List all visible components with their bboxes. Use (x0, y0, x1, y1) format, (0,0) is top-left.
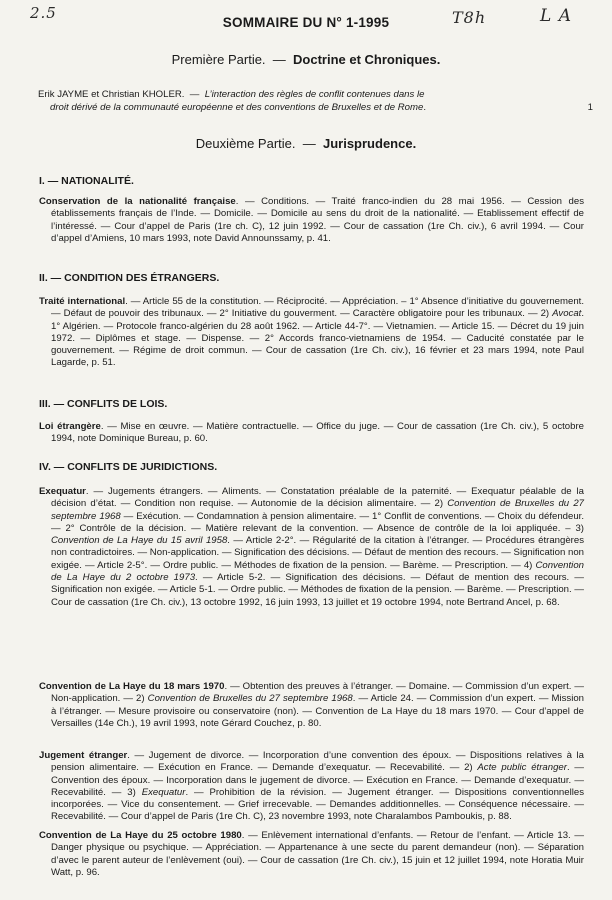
entry-italic: Avocat (552, 308, 582, 320)
part2-dash: — (302, 136, 316, 151)
section-conflits-lois: III. — CONFLITS DE LOIS. (39, 398, 168, 410)
doctrine-dash: — (189, 89, 200, 100)
entry-italic: Exequatur (141, 786, 186, 798)
entry-text: . — Jugements étrangers. — Aliments. — Constatation préalable de la paternité. — Exequatur péalable de la décision d’état. — Condition non requise. — Autonomie de la décision alimentaire. — 2) (51, 486, 584, 510)
entry-exequatur (39, 486, 584, 609)
part2-label: Deuxième Partie. (195, 136, 296, 151)
entry-text: . — Mise en œuvre. — Matière contractuelle. — Office du juge. — Cour de cassation (1re Ch. civ.), 5 octobre 1994, note Dominique Bureau, p. 60. (51, 421, 584, 445)
entry-text: . — Jugement de divorce. — Incorporation d’une convention des époux. — Dispositions relatives à la pension alimentaire. — Exécution en France. — Demande d’exequatur. — Recevabilité. — 2) (51, 750, 584, 774)
entry-conservation-nationalite (39, 196, 584, 245)
entry-text: . — Conditions. — Traité franco-indien du 28 mai 1956. — Cession des établissements français de l’Inde. — Domicile. — Domicile au sens du droit de la nationalité. — Etablissement effectif de l’intéressé. — Cour d’appel de Paris (1re ch. C), 12 juin 1992. — Cour de cassation (1re Ch. civ.), 6 avril 1994. — Cour d’appel d’Amiens, 10 mars 1993, note David Announssamy, p. 41. (51, 196, 584, 244)
handwritten-note-left: 2.5 (30, 4, 57, 22)
entry-convention-la-haye-1980 (39, 830, 584, 879)
entry-italic: Acte public étranger (477, 762, 567, 774)
entry-text: . — Prohibition de la révision. — Jugement étranger. — Dispositions conventionnelles incorporées. — Vice du consentement. — Grief irrecevable. — Demandes additionnelles. — Conséquence nécessaire. — Recevabilité. — Cour d’appel de Paris (1re Ch. C), 23 novembre 1993, note Charalambos Pamboukis, p. 88. (51, 786, 584, 823)
entry-text: . — Obtention des preuves à l’étranger. — Domaine. — Commission d’un expert. — Non-application. — 2) (51, 681, 584, 705)
entry-head: Loi étrangère (39, 421, 101, 432)
part2-title: Jurisprudence. (322, 136, 417, 151)
doctrine-title-line2: droit dérivé de la communauté européenne et des conventions de Bruxelles et de Rome (50, 102, 424, 113)
entry-italic: Convention de La Haye du 15 avril 1958 (51, 535, 228, 547)
part1-dash: — (272, 52, 286, 67)
page-title: SOMMAIRE DU N° 1-1995 (222, 15, 390, 30)
part1-label: Première Partie. (171, 52, 266, 67)
entry-text: — Exécution. — Condamnation à pension alimentaire. — 1° Conflit de conventions. — Choix du défendeur. — 2° Contrôle de la décision. — Matière relevant de la convention. — Absence de contrôle de la loi appliquée. – 3) (51, 510, 584, 534)
entry-convention-la-haye-1970 (39, 681, 584, 730)
entry-text: . 1° Algérien. — Protocole franco-algérien du 28 août 1962. — Article 44-7°. — Vietnamien. — Article 15. — Décret du 19 juin 1972. — Diplômes et stage. — Dispense. — 2° Accords franco-vietnamiens de 1954. — Caducité constatée par le gouvernement. — Régime de droit commun. — Cour de cassation (1re Ch. civ.), 16 février et 23 mars 1994, note Paul Lagarde, p. 51. (51, 308, 584, 369)
entry-text: . — Article 55 de la constitution. — Réciprocité. — Appréciation. – 1° Absence d’initiative du gouvernement. — Défaut de pouvoir des tribunaux. — 2° Initiative du gouverment. — Caractère obligatoire pour les tribunaux. — 2) (51, 296, 584, 320)
entry-italic: Convention de La Haye du 2 octobre 1973 (51, 559, 584, 584)
part2-heading (0, 136, 612, 151)
entry-head: Convention de La Haye du 18 mars 1970 (39, 681, 225, 692)
doctrine-authors: Erik JAYME et Christian KHOLER. (38, 89, 185, 100)
section-condition-etrangers: II. — CONDITION DES ÉTRANGERS. (39, 272, 220, 284)
section-nationalite: I. — NATIONALITÉ. (39, 175, 134, 187)
part1-title: Doctrine et Chroniques. (293, 52, 441, 67)
entry-text: . — Enlèvement international d’enfants. — Retour de l’enfant. — Article 13. — Danger physique ou psychique. — Appréciation. — Appartenance à une secte du parent demandeur (non). — Séparation d’avec le parent auteur de l’enlèvement (oui). — Cour de cassation (1re Ch. civ.), 15 juin et 12 juillet 1994, note Horatia Muir Watt, p. 96. (51, 830, 584, 878)
entry-jugement-etranger (39, 750, 584, 824)
handwritten-note-middle: T8h (452, 8, 487, 27)
entry-head: Convention de La Haye du 25 octobre 1980 (39, 830, 242, 841)
entry-text: . — Convention des époux. — Incorporation dans le jugement de divorce. — Exécution en France. — Demande d’exequatur. — Recevabilité. — 3) (51, 762, 584, 798)
part1-heading (0, 52, 612, 67)
entry-head: Jugement étranger (39, 750, 128, 761)
entry-italic: Convention de Bruxelles du 27 septembre 1968 (147, 693, 353, 705)
section-conflits-juridictions: IV. — CONFLITS DE JURIDICTIONS. (39, 461, 218, 473)
doctrine-page-number: 1 (587, 102, 593, 113)
doctrine-dots: . (423, 102, 426, 113)
entry-text: . — Article 24. — Commission d’un expert. — Mission à l’étranger. — Mesure provisoire ou conservatoire (non). — Convention de La Haye du 18 mars 1970. — Cour d’appel de Versailles (14e Ch.), 19 avril 1993, note Gérard Couchez, p. 80. (51, 693, 584, 729)
entry-head: Traité international (39, 296, 126, 307)
entry-loi-etrangere (39, 421, 584, 446)
doctrine-title-line1: L’interaction des règles de conflit contenues dans le (204, 89, 425, 100)
doctrine-entry (38, 88, 593, 114)
entry-traite-international (39, 296, 584, 370)
entry-italic: Convention de Bruxelles du 27 septembre 1968 (51, 498, 584, 522)
entry-text: . — Article 2-2°. — Régularité de la citation à l’étranger. — Procédures étrangères non contradictoires. — Non-application. — Signification des décisions. — Défaut de mention des recours. — Signification non exigée. — Article 2-5°. — Ordre public. — Méthodes de fixation de la pension. — Barème. — Prescription. — 4) (51, 535, 584, 571)
entry-head: Conservation de la nationalité française (39, 196, 236, 207)
entry-text: . — Article 5-2. — Signification des décisions. — Défaut de mention des recours. — Signification non exigée. — Article 5-1. — Ordre public. — Méthodes de fixation de la pension. — Barème. — Prescription. — Cour de cassation (1re Ch. civ.), 13 octobre 1992, 16 juin 1993, 13 juillet et 19 octobre 1994, note Bertrand Ancel, p. 68. (51, 572, 584, 608)
handwritten-note-right: L A (540, 6, 572, 26)
entry-head: Exequatur (39, 486, 86, 497)
